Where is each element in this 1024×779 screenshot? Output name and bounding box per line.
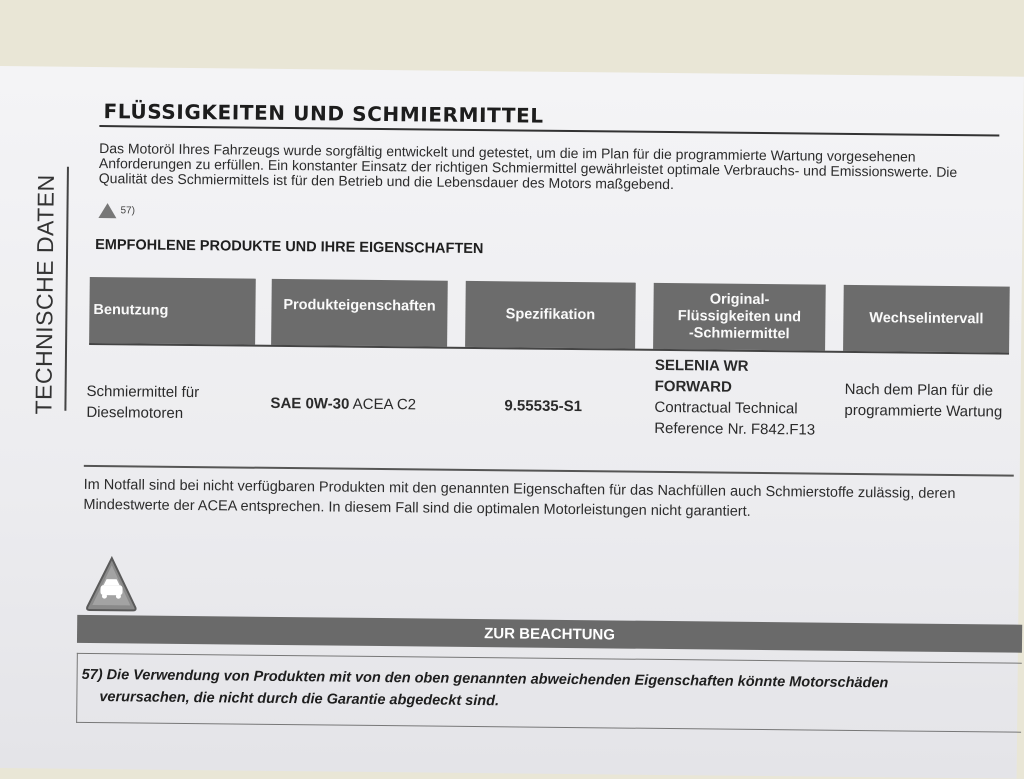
header-specification: Spezifikation — [465, 281, 636, 349]
emergency-note: Im Notfall sind bei nicht verfügbaren Produkten mit den genannten Eigenschaften für das Nachfüllen auch Schmierstoffe zulässig, deren Mindestwerte der ACEA entsprechen. In diesem Fall sind die optimalen Motorleistungen nicht garantiert. — [83, 476, 956, 520]
cell-usage: Schmiermittel für Dieselmotoren — [86, 382, 200, 422]
attention-line-1: 57) Die Verwendung von Produkten mit von den oben genannten abweichenden Eigenschaften könnte Motorschäden — [81, 666, 889, 692]
car-warning-icon — [84, 555, 139, 619]
product-reference: Contractual Technical Reference Nr. F842.F13 — [654, 398, 816, 439]
page-title: FLÜSSIGKEITEN UND SCHMIERMITTEL — [103, 99, 544, 128]
header-usage: Benutzung — [89, 277, 256, 345]
manual-page — [0, 66, 1024, 779]
section-side-label: TECHNISCHE DATEN — [30, 174, 59, 415]
section-subheading: EMPFOHLENE PRODUKTE UND IHRE EIGENSCHAFTEN — [95, 237, 484, 258]
attention-banner: ZUR BEACHTUNG — [77, 615, 1022, 653]
cell-change-interval: Nach dem Plan für die programmierte Wartung — [844, 380, 1003, 421]
warning-reference — [98, 203, 135, 218]
cell-product-properties — [270, 393, 416, 416]
warning-reference-number: 57) — [120, 205, 136, 217]
warning-triangle-icon — [98, 203, 116, 218]
table-bottom-rule — [84, 465, 1014, 476]
header-product-properties: Produkteigenschaften — [271, 279, 448, 347]
attention-line-2: verursachen, die nicht durch die Garantie abgedeckt sind. — [99, 689, 500, 710]
attention-text — [81, 664, 1011, 718]
side-divider — [64, 167, 68, 411]
title-underline — [99, 125, 999, 136]
attention-box — [76, 653, 1022, 733]
product-name: SELENIA WR FORWARD — [654, 356, 749, 396]
intro-paragraph: Das Motoröl Ihres Fahrzeugs wurde sorgfältig entwickelt und getestet, um die im Plan für die programmierte Wartung vorgesehenen Anforderungen zu erfüllen. Ein konstanter Einsatz der richtigen Schmiermittel gewährleistet optimale Verbrauchs- und Emissionswerte. Die Qualität des Schmiermittels ist für den Betrieb und die Lebensdauer des Motors maßgebend. — [98, 140, 958, 193]
header-original-fluids: Original- Flüssigkeiten und -Schmiermittel — [653, 283, 826, 351]
header-change-interval: Wechselintervall — [843, 285, 1010, 353]
oil-grade: SAE 0W-30 — [270, 394, 350, 413]
cell-original-fluids — [654, 355, 825, 441]
cell-specification: 9.55535-S1 — [504, 397, 583, 416]
acea-class: ACEA C2 — [349, 395, 417, 414]
